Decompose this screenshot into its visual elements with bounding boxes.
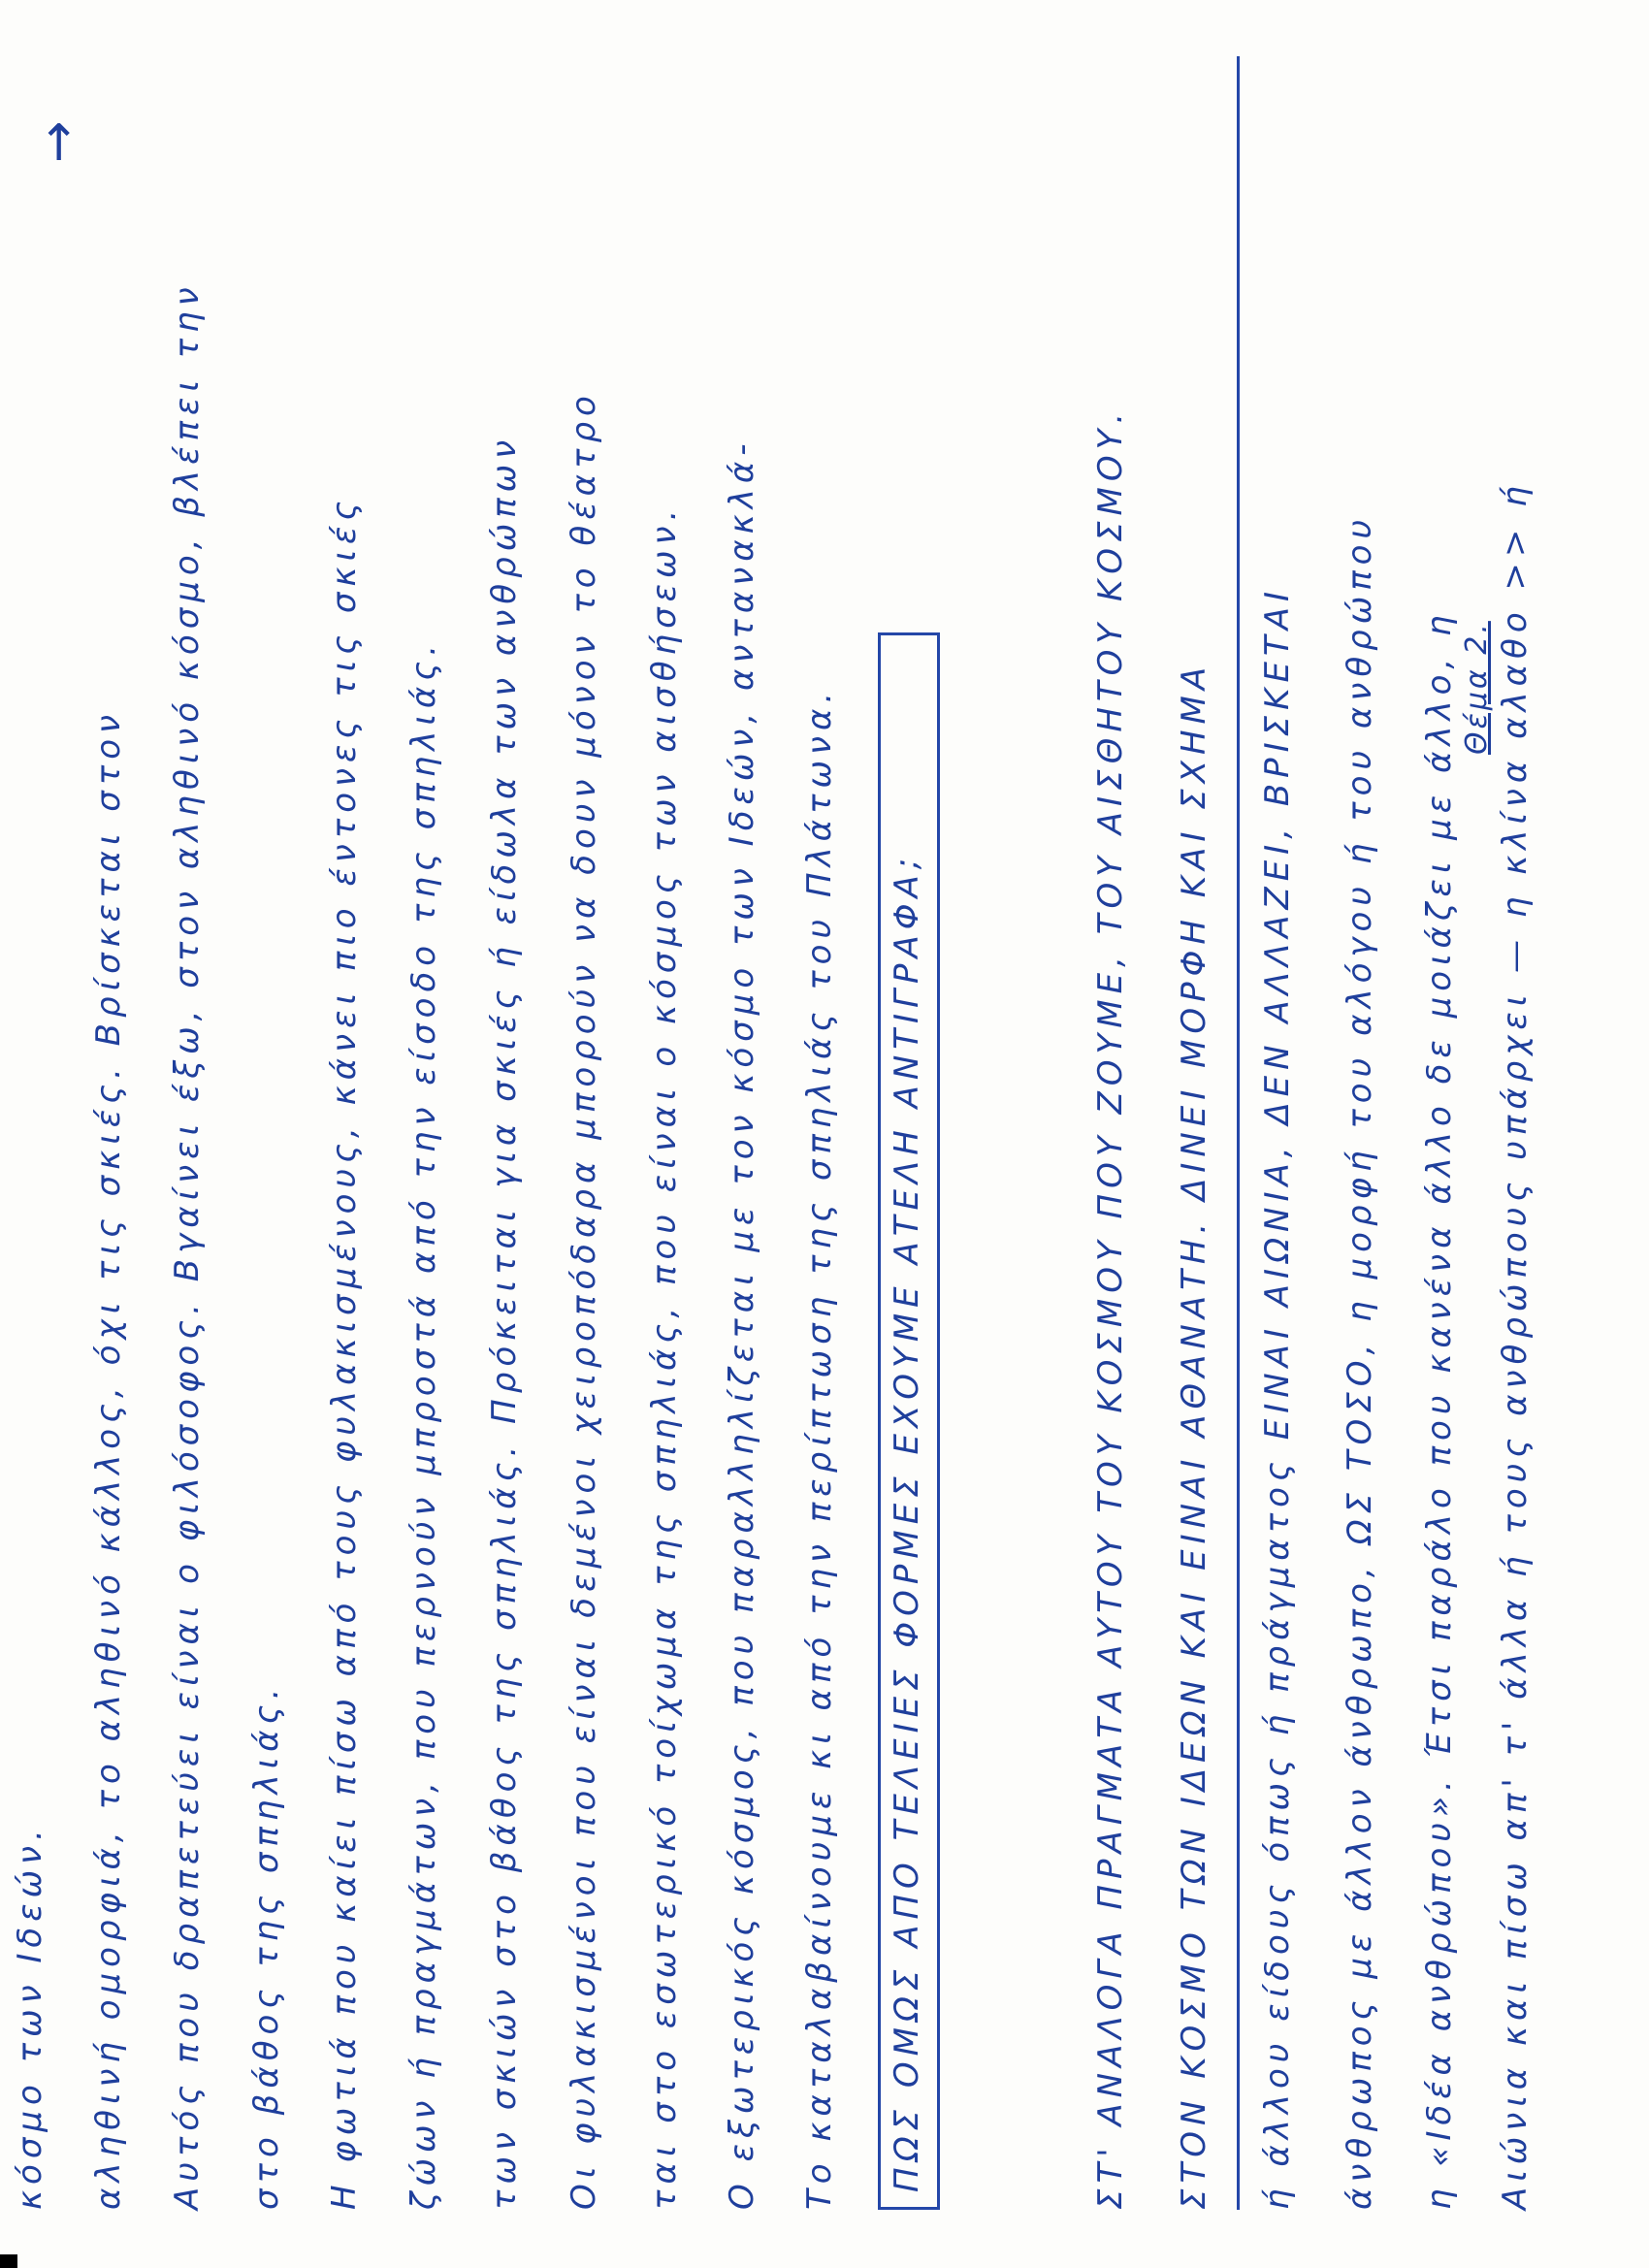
text-line-10: ται στο εσωτερικό τοίχωμα της σπηλιάς, που είναι ο κόσμος των αισθήσεων. [645, 503, 684, 2210]
page-heading: Θέμα 2. [1460, 621, 1494, 755]
text-line-12: των σκιών στο βάθος της σπηλιάς. Πρόκειται για σκιές ή είδωλα των ανθρώπων [485, 434, 524, 2210]
text-line-1: Αιώνια και πίσω απ' τ' άλλα ή τους ανθρώπους υπάρχει — η κλίνα αλαθο >> ή [1496, 480, 1535, 2210]
text-line-17: αληθινή ομορφιά, το αληθινό κάλλος, όχι τις σκιές. Βρίσκεται στον [89, 708, 128, 2210]
text-line-4: ή άλλου είδους όπως ή πράγματος ΕΙΝΑΙ ΑΙΩΝΙΑ, ΔΕΝ ΑΛΛΑΖΕΙ, ΒΡΙΣΚΕΤΑΙ [1258, 586, 1297, 2210]
text-line-18: κόσμο των Ιδεών. [11, 1824, 49, 2210]
text-line-3: άνθρωπος με άλλον άνθρωπο, ΩΣ ΤΟΣΟ, η μορφή του αλόγου ή του ανθρώπου [1341, 513, 1379, 2210]
text-line-9: Ο εξωτερικός κόσμος, που παραλληλίζεται με τον κόσμο των Ιδεών, αντανακλά- [723, 437, 761, 2210]
text-line-2: η «Ιδέα ανθρώπου». Έτσι παράλο που κανένα άλλο δε μοιάζει με άλλο, η [1420, 609, 1459, 2210]
text-line-7: ΠΩΣ ΟΜΩΣ ΑΠΟ ΤΕΛΕΙΕΣ ΦΟΡΜΕΣ ΕΧΟΥΜΕ ΑΤΕΛΗ ΑΝΤΙΓΡΑΦΑ; [888, 852, 926, 2192]
arrow-icon: → [29, 120, 87, 163]
text-line-8: Το καταλαβαίνουμε κι από την περίπτωση της σπηλιάς του Πλάτωνα. [800, 686, 839, 2210]
text-line-13: ζώων ή πραγμάτων, που περνούν μπροστά από την είσοδο της σπηλιάς. [404, 638, 443, 2210]
text-line-15: στο βάθος της σπηλιάς. [247, 1682, 286, 2210]
text-line-16: Αυτός που δραπετεύει είναι ο φιλόσοφος. Βγαίνει έξω, στον αληθινό κόσμο, βλέπει την [168, 281, 207, 2210]
text-line-5: ΣΤΟΝ ΚΟΣΜΟ ΤΩΝ ΙΔΕΩΝ ΚΑΙ ΕΙΝΑΙ ΑΘΑΝΑΤΗ. ΔΙΝΕΙ ΜΟΡΦΗ ΚΑΙ ΣΧΗΜΑ [1175, 661, 1213, 2210]
text-line-14: Η φωτιά που καίει πίσω από τους φυλακισμένους, κάνει πιο έντονες τις σκιές [325, 495, 364, 2210]
text-line-6: ΣΤ' ΑΝΑΛΟΓΑ ΠΡΑΓΜΑΤΑ ΑΥΤΟΥ ΤΟΥ ΚΟΣΜΟΥ ΠΟΥ ΖΟΥΜΕ, ΤΟΥ ΑΙΣΘΗΤΟΥ ΚΟΣΜΟΥ. [1091, 406, 1130, 2210]
text-line-11: Οι φυλακισμένοι που είναι δεμένοι χειροπόδαρα μπορούν να δουν μόνον το θέατρο [565, 390, 603, 2210]
underline-rule-upper [1237, 56, 1240, 2210]
